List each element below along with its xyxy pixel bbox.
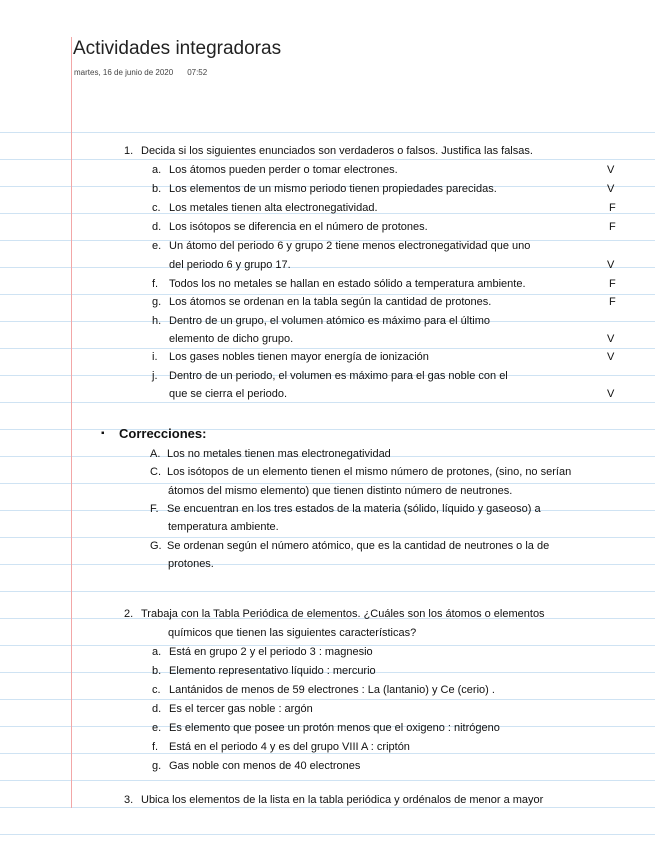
answer-mark: F xyxy=(609,221,616,233)
page-time: 07:52 xyxy=(187,68,208,77)
list-item: f. Está en el periodo 4 y es del grupo VIII A : criptón xyxy=(152,741,410,753)
correction-item: F. Se encuentran en los tres estados de la materia (sólido, líquido y gaseoso) a xyxy=(150,503,541,515)
list-item: d. Los isótopos se diferencia en el número de protones. xyxy=(152,221,428,233)
question-2 xyxy=(124,608,545,621)
list-item: i. Los gases nobles tienen mayor energía de ionización xyxy=(152,351,429,363)
answer-mark: V xyxy=(607,259,615,271)
question-prompt: Ubica los elementos de la lista en la tabla periódica y ordénalos de menor a mayor xyxy=(141,794,544,806)
question-number: 1. xyxy=(124,145,134,157)
question-3 xyxy=(124,794,543,807)
list-item: a. Los átomos pueden perder o tomar electrones. xyxy=(152,164,398,176)
correction-item: G. Se ordenan según el número atómico, que es la cantidad de neutrones o la de xyxy=(150,540,550,552)
page-title: Actividades integradoras xyxy=(73,38,282,59)
correction-item: C. Los isótopos de un elemento tienen el mismo número de protones, (sino, no serían xyxy=(150,466,572,478)
list-item: d. Es el tercer gas noble : argón xyxy=(152,703,313,715)
list-item: e. Es elemento que posee un protón menos que el oxigeno : nitrógeno xyxy=(152,722,500,734)
list-item: b. Los elementos de un mismo periodo tienen propiedades parecidas. xyxy=(152,183,497,195)
question-prompt: Trabaja con la Tabla Periódica de elementos. ¿Cuáles son los átomos o elementos xyxy=(141,608,545,620)
correction-continuation: átomos del mismo elemento) que tienen distinto número de neutrones. xyxy=(168,485,513,497)
correction-continuation: temperatura ambiente. xyxy=(168,521,279,533)
list-item: c. Lantánidos de menos de 59 electrones : La (lantanio) y Ce (cerio) . xyxy=(152,684,495,696)
list-item-continuation: del periodo 6 y grupo 17. xyxy=(169,259,291,271)
answer-mark: F xyxy=(609,278,616,290)
list-item: g. Los átomos se ordenan en la tabla según la cantidad de protones. xyxy=(152,296,492,308)
list-item: g. Gas noble con menos de 40 electrones xyxy=(152,760,361,772)
question-1 xyxy=(124,145,533,158)
list-item: j. Dentro de un periodo, el volumen es máximo para el gas noble con el xyxy=(152,370,508,382)
correction-continuation: protones. xyxy=(168,558,214,570)
answer-mark: V xyxy=(607,388,615,400)
answer-mark: V xyxy=(607,183,615,195)
answer-mark: V xyxy=(607,351,615,363)
margin-line xyxy=(71,37,72,808)
list-item: e. Un átomo del periodo 6 y grupo 2 tiene menos electronegatividad que uno xyxy=(152,240,531,252)
list-item: a. Está en grupo 2 y el periodo 3 : magnesio xyxy=(152,646,373,658)
answer-mark: V xyxy=(607,164,615,176)
answer-mark: F xyxy=(609,202,616,214)
list-item-continuation: que se cierra el periodo. xyxy=(169,388,288,400)
answer-mark: F xyxy=(609,296,616,308)
correction-item: A. Los no metales tienen mas electronegatividad xyxy=(150,448,391,460)
question-number: 2. xyxy=(124,608,134,620)
list-item: b. Elemento representativo líquido : mercurio xyxy=(152,665,376,677)
corrections-heading: Correcciones: xyxy=(119,426,207,441)
list-item-continuation: elemento de dicho grupo. xyxy=(169,333,294,345)
page-date: martes, 16 de junio de 2020 xyxy=(74,68,174,77)
list-item: c. Los metales tienen alta electronegatividad. xyxy=(152,202,378,214)
question-prompt: Decida si los siguientes enunciados son verdaderos o falsos. Justifica las falsas. xyxy=(141,145,533,157)
bullet-icon: ▪ xyxy=(101,428,105,439)
answer-mark: V xyxy=(607,333,615,345)
list-item: h. Dentro de un grupo, el volumen atómico es máximo para el último xyxy=(152,315,490,327)
page-timestamp xyxy=(74,68,207,77)
question-number: 3. xyxy=(124,794,134,806)
list-item: f. Todos los no metales se hallan en estado sólido a temperatura ambiente. xyxy=(152,278,526,290)
question-prompt-continuation: químicos que tienen las siguientes características? xyxy=(168,627,417,639)
